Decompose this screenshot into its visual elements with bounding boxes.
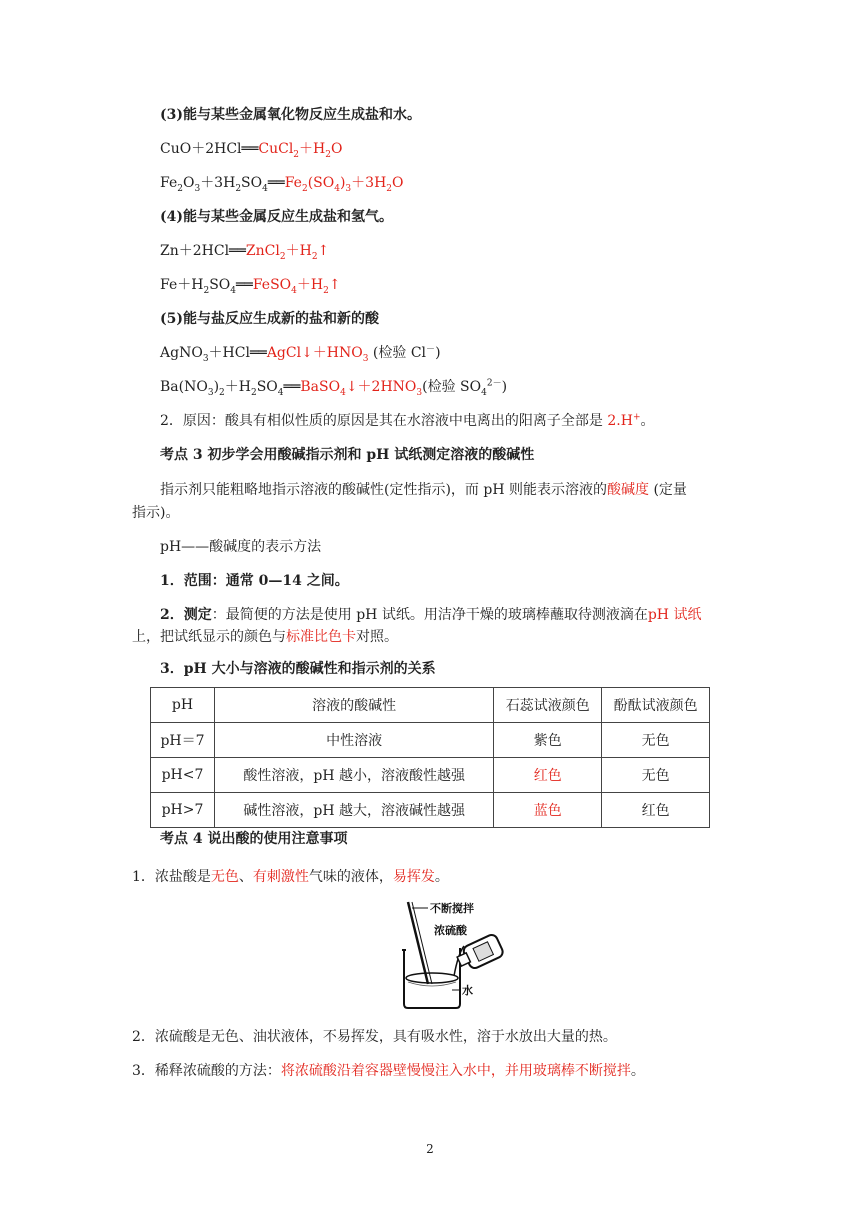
table-row: pH＝7 中性溶液 紫色 无色	[151, 723, 710, 758]
hcl-property-line: 1．浓盐酸是无色、有刺激性气味的液体，易挥发。	[132, 869, 449, 885]
label-water: 水	[462, 984, 473, 997]
topic-4-title: 考点 4 说出酸的使用注意事项	[160, 831, 348, 847]
section-4-title: (4)能与某些金属反应生成盐和氢气。	[160, 209, 393, 225]
page-number: 2	[426, 1142, 434, 1156]
ph-measure-line2: 上，把试纸显示的颜色与标准比色卡对照。	[132, 629, 398, 645]
ph-range: 1．范围：通常 0—14 之间。	[160, 573, 349, 589]
table-header-row	[151, 688, 710, 723]
dilution-method-line: 3．稀释浓硫酸的方法：将浓硫酸沿着容器壁慢慢注入水中，并用玻璃棒不断搅拌。	[132, 1063, 645, 1079]
table-row: pH>7 碱性溶液，pH 越大，溶液碱性越强 蓝色 红色	[151, 793, 710, 828]
dilution-diagram	[398, 898, 518, 1010]
table-row: pH<7 酸性溶液，pH 越小，溶液酸性越强 红色 无色	[151, 758, 710, 793]
ph-indicator-table	[150, 687, 710, 828]
equation-agno3-hcl: $AgNO_3+HCl══AgCl↓+HNO_3$ (检验 Cl－)	[160, 344, 441, 364]
section-3-title: (3)能与某些金属氧化物反应生成盐和水。	[160, 107, 421, 123]
indicator-paragraph-line2: 指示)。	[132, 505, 180, 521]
ph-measure-line1: 2．测定：最简便的方法是使用 pH 试纸。用洁净干燥的玻璃棒蘸取待测液滴在pH 试纸	[160, 607, 702, 623]
reason-line: 2．原因：酸具有相似性质的原因是其在水溶液中电离出的阳离子全部是 2.H+。	[160, 412, 655, 429]
header-litmus: 石蕊试液颜色	[494, 688, 602, 723]
label-stir: 不断搅拌	[430, 902, 474, 915]
header-nature: 溶液的酸碱性	[214, 688, 493, 723]
equation-zn-hcl: $Zn+2HCl══ZnCl_2+H_2↑$	[160, 243, 330, 262]
ph-definition: pH——酸碱度的表示方法	[160, 539, 322, 555]
equation-fe-h2so4: $Fe+H_2SO_4══FeSO_4+H_2↑$	[160, 277, 341, 296]
header-phenolphthalein: 酚酞试液颜色	[602, 688, 710, 723]
equation-bano3-h2so4: $Ba(NO_3)_2+H_2SO_4══BaSO_4↓+2HNO_3$(检验 $SO_4^{2-}$)	[160, 378, 508, 398]
indicator-paragraph-line1: 指示剂只能粗略地指示溶液的酸碱性(定性指示)，而 pH 则能表示溶液的酸碱度 (定量	[160, 482, 687, 498]
h2so4-property-line: 2．浓硫酸是无色、油状液体，不易挥发，具有吸水性，溶于水放出大量的热。	[132, 1029, 617, 1045]
equation-cuo-hcl: $CuO+2HCl══CuCl_2+H_2O$	[160, 141, 343, 160]
topic-3-title: 考点 3 初步学会用酸碱指示剂和 pH 试纸测定溶液的酸碱性	[160, 447, 535, 463]
label-conc-sulfuric-acid: 浓硫酸	[434, 924, 467, 937]
section-5-title: (5)能与盐反应生成新的盐和新的酸	[160, 311, 379, 327]
equation-fe2o3-h2so4: $Fe_2O_3+3H_2SO_4══Fe_2(SO_4)_3+3H_2O$	[160, 175, 404, 194]
header-ph: pH	[151, 688, 215, 723]
ph-relation-title: 3．pH 大小与溶液的酸碱性和指示剂的关系	[160, 661, 436, 677]
